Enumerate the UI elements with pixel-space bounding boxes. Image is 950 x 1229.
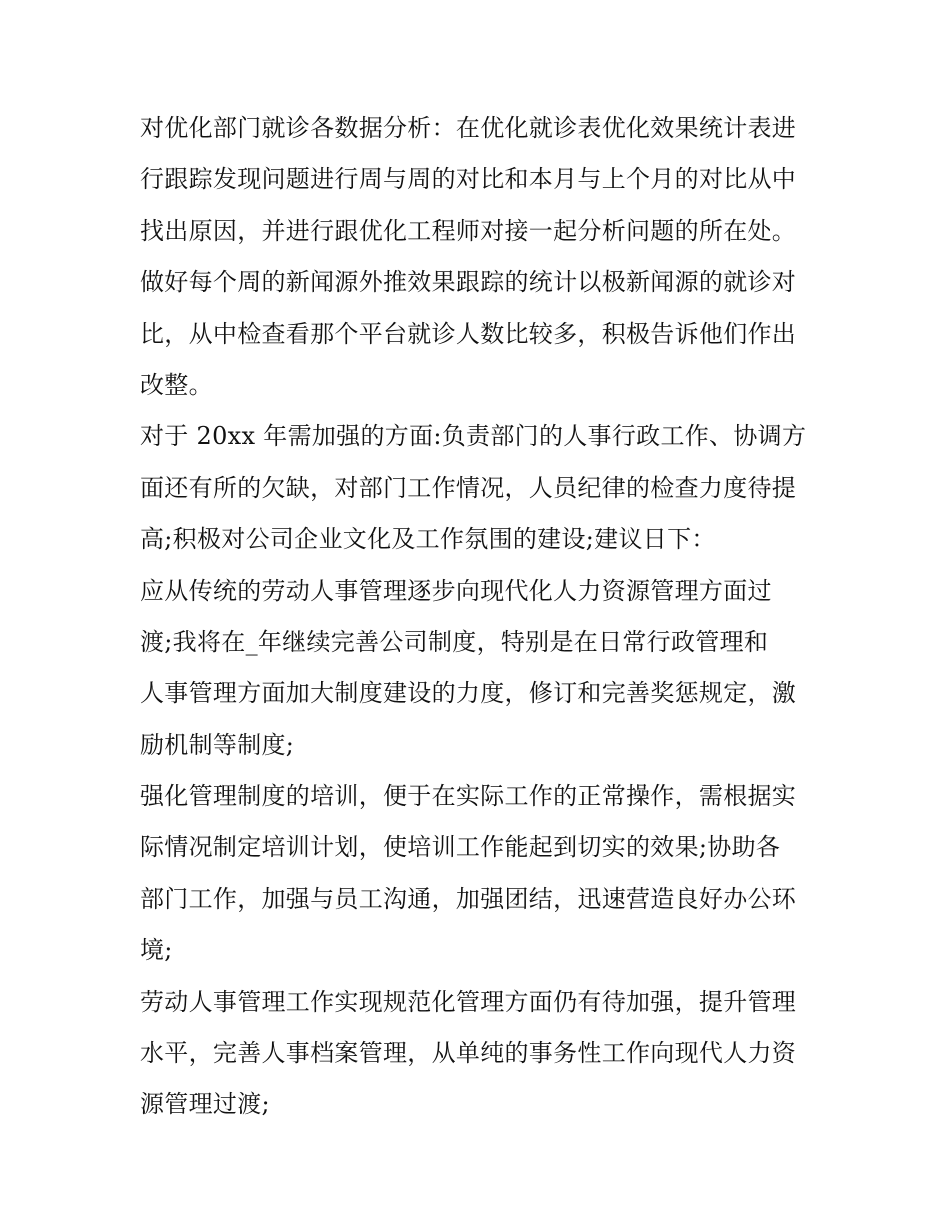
document-body [140, 103, 820, 1131]
text-line: 渡;我将在_年继续完善公司制度，特别是在日常行政管理和 [140, 627, 769, 656]
text-line: 做好每个周的新闻源外推效果跟踪的统计以极新闻源的就诊对 [140, 268, 797, 297]
text-line: 劳动人事管理工作实现规范化管理方面仍有待加强，提升管理 [140, 987, 797, 1016]
text-line: 面还有所的欠缺，对部门工作情况，人员纪律的检查力度待提 [140, 473, 797, 502]
text-line: 水平，完善人事档案管理，从单纯的事务性工作向现代人力资 [140, 1039, 797, 1068]
text-line: 应从传统的劳动人事管理逐步向现代化人力资源管理方面过 [140, 576, 772, 605]
text-line: 励机制等制度; [140, 730, 295, 759]
text-line: 部门工作，加强与员工沟通，加强团结，迅速营造良好办公环 [140, 884, 797, 913]
text-line: 对于 20xx 年需加强的方面:负责部门的人事行政工作、协调方 [140, 422, 807, 451]
text-line: 对优化部门就诊各数据分析：在优化就诊表优化效果统计表进 [140, 114, 797, 142]
text-line: 境; [140, 936, 173, 965]
text-line: 找出原因，并进行跟优化工程师对接一起分析问题的所在处。 [140, 216, 797, 245]
text-line: 行跟踪发现问题进行周与周的对比和本月与上个月的对比从中 [140, 165, 797, 194]
text-line: 源管理过渡; [140, 1090, 270, 1119]
text-line: 人事管理方面加大制度建设的力度，修订和完善奖惩规定，激 [140, 679, 797, 708]
text-line: 比，从中检查看那个平台就诊人数比较多，积极告诉他们作出 [140, 319, 797, 348]
text-line: 高;积极对公司企业文化及工作氛围的建设;建议日下： [140, 525, 716, 554]
text-line: 强化管理制度的培训，便于在实际工作的正常操作，需根据实 [140, 782, 797, 811]
text-line: 改整。 [140, 370, 213, 399]
text-line: 际情况制定培训计划，使培训工作能起到切实的效果;协助各 [140, 833, 781, 862]
